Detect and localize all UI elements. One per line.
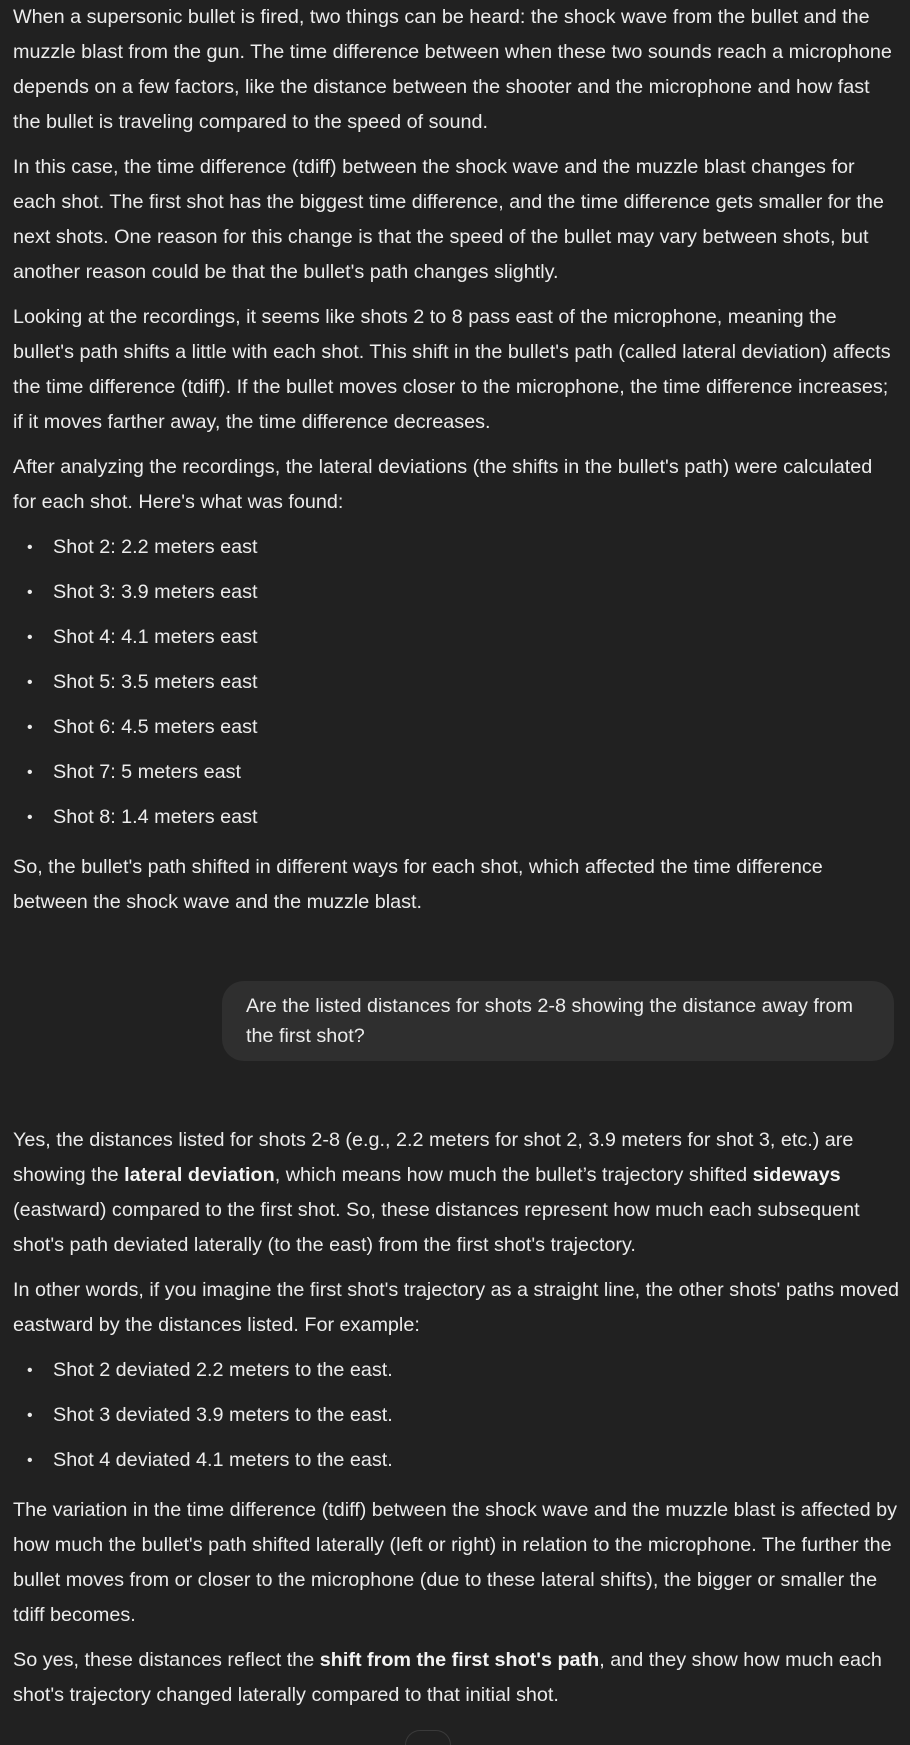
- list-item: • Shot 4: 4.1 meters east: [13, 620, 900, 655]
- bullet-icon: •: [27, 764, 33, 781]
- paragraph: So yes, these distances reflect the shift from the first shot's path, and they show how much each shot's trajectory changed laterally compared to that initial shot.: [13, 1649, 882, 1706]
- bullet-icon: •: [27, 1407, 33, 1424]
- paragraph: Yes, the distances listed for shots 2-8 (e.g., 2.2 meters for shot 2, 3.9 meters for shot 3, etc.) are showing the lateral deviation, which means how much the bullet’s trajectory shifted sideways (eastward) compared to the first shot. So, these distances represent how much each subsequent shot's path deviated laterally (to the east) from the first shot's trajectory.: [13, 1129, 860, 1256]
- paragraph: When a supersonic bullet is fired, two things can be heard: the shock wave from the bullet and the muzzle blast from the gun. The time difference between when these two sounds reach a microphone depends on a few factors, like the distance between the shooter and the microphone and how fast the bullet is traveling compared to the speed of sound.: [13, 6, 892, 133]
- list-item: • Shot 6: 4.5 meters east: [13, 710, 900, 745]
- bullet-icon: •: [27, 719, 33, 736]
- bullet-icon: •: [27, 1362, 33, 1379]
- user-message-text: Are the listed distances for shots 2-8 showing the distance away from the first shot?: [246, 995, 853, 1047]
- paragraph: Looking at the recordings, it seems like shots 2 to 8 pass east of the microphone, meaning the bullet's path shifts a little with each shot. This shift in the bullet's path (called lateral deviation) affects the time difference (tdiff). If the bullet moves closer to the microphone, the time difference increases; if it moves farther away, the time difference decreases.: [13, 306, 891, 433]
- assistant-message-1: [13, 0, 900, 920]
- bullet-icon: •: [27, 539, 33, 556]
- paragraph: After analyzing the recordings, the lateral deviations (the shifts in the bullet's path) were calculated for each shot. Here's what was found:: [13, 456, 873, 513]
- list-item: • Shot 2: 2.2 meters east: [13, 530, 900, 565]
- scroll-to-bottom-button[interactable]: [405, 1730, 451, 1745]
- paragraph: In other words, if you imagine the first shot's trajectory as a straight line, the other shots' paths moved eastward by the distances listed. For example:: [13, 1279, 900, 1336]
- list-item: • Shot 2 deviated 2.2 meters to the east.: [13, 1353, 900, 1388]
- paragraph: In this case, the time difference (tdiff) between the shock wave and the muzzle blast changes for each shot. The first shot has the biggest time difference, and the time difference gets smaller for the next shots. One reason for this change is that the speed of the bullet may vary between shots, but another reason could be that the bullet's path changes slightly.: [13, 156, 884, 283]
- shot-deviation-list: [13, 530, 900, 835]
- example-list: [13, 1353, 900, 1478]
- list-item: • Shot 3: 3.9 meters east: [13, 575, 900, 610]
- user-message-bubble: [222, 981, 894, 1061]
- list-item: • Shot 4 deviated 4.1 meters to the east.: [13, 1443, 900, 1478]
- bullet-icon: •: [27, 809, 33, 826]
- bullet-icon: •: [27, 674, 33, 691]
- list-item: • Shot 5: 3.5 meters east: [13, 665, 900, 700]
- list-item: • Shot 8: 1.4 meters east: [13, 800, 900, 835]
- list-item: • Shot 3 deviated 3.9 meters to the east.: [13, 1398, 900, 1433]
- bullet-icon: •: [27, 629, 33, 646]
- bullet-icon: •: [27, 1452, 33, 1469]
- user-message-row: [13, 981, 900, 1061]
- bullet-icon: •: [27, 584, 33, 601]
- list-item: • Shot 7: 5 meters east: [13, 755, 900, 790]
- assistant-message-2: [13, 1123, 900, 1713]
- paragraph: So, the bullet's path shifted in different ways for each shot, which affected the time difference between the shock wave and the muzzle blast.: [13, 856, 823, 913]
- paragraph: The variation in the time difference (tdiff) between the shock wave and the muzzle blast is affected by how much the bullet's path shifted laterally (left or right) in relation to the microphone. The further the bullet moves from or closer to the microphone (due to these lateral shifts), the bigger or smaller the tdiff becomes.: [13, 1499, 898, 1626]
